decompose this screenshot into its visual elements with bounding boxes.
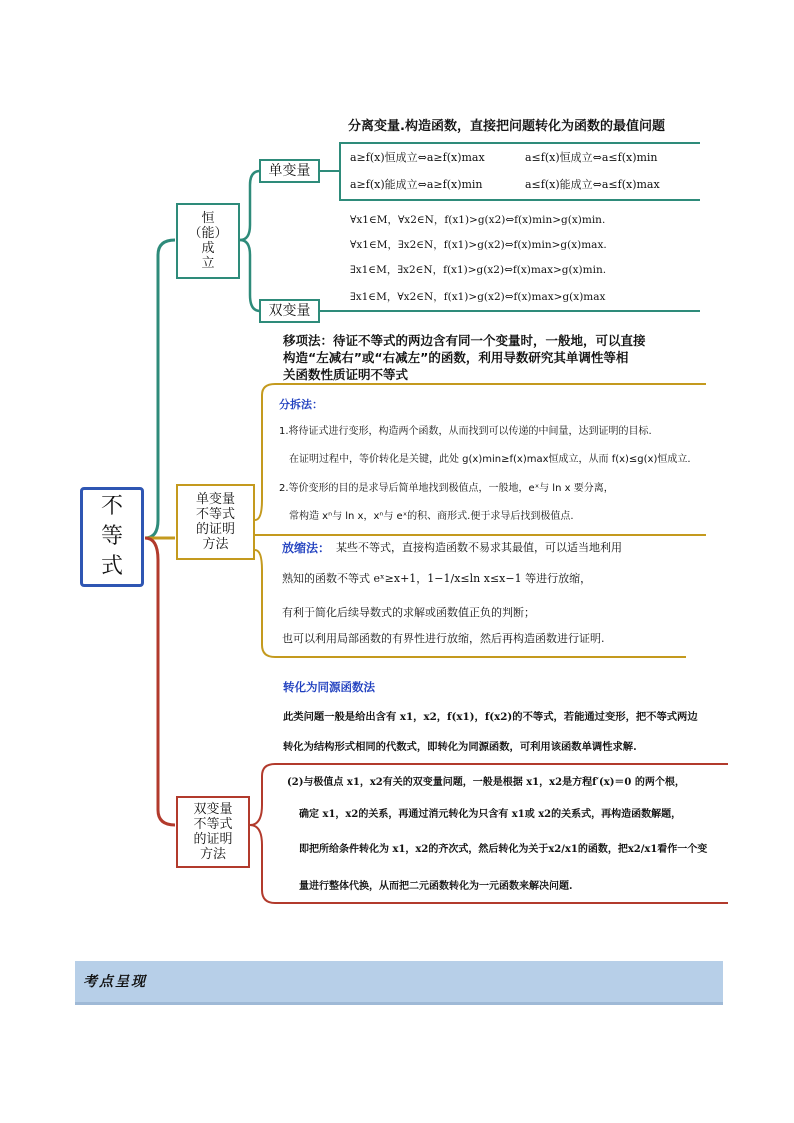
branch-double-variable-proof: 双变量 不等式 的证明 方法 xyxy=(176,796,250,868)
branch-heng-cheng-li: 恒 （能） 成 立 xyxy=(176,203,240,279)
jizhi-line-1: (2)与极值点 x1，x2有关的双变量问题，一般是根据 x1，x2是方程f′(x)＝0 的两个根， xyxy=(287,777,685,788)
single-row-1a: a≥f(x)恒成立⇔a≥f(x)max xyxy=(350,151,485,164)
section-banner-title: 考点呈现 xyxy=(83,974,147,990)
yixiang-line-1: 移项法：待证不等式的两边含有同一个变量时，一般地，可以直接 xyxy=(283,333,646,348)
single-variable-heading: 分离变量.构造函数，直接把问题转化为函数的最值问题 xyxy=(348,119,665,134)
node-double-variable: 双变量 xyxy=(259,299,320,323)
fangsuo-line-1: 某些不等式，直接构造函数不易求其最值，可以适当地利用 xyxy=(336,541,622,554)
section-banner xyxy=(75,961,723,1005)
jizhi-line-3: 即把所给条件转化为 x1，x2的齐次式，然后转化为关于x2/x1的函数，把x2/x1看作一个变 xyxy=(299,844,708,855)
yixiang-line-2: 构造“左减右”或“右减左”的函数，利用导数研究其单调性等相 xyxy=(283,350,629,365)
double-row-1: ∀x1∈M，∀x2∈N，f(x1)>g(x2)⇔f(x)min>g(x)min. xyxy=(350,214,606,226)
fangsuo-line-3: 有利于简化后续导数式的求解或函数值正负的判断； xyxy=(282,606,535,619)
fenchai-line-3: 2.等价变形的目的是求导后简单地找到极值点，一般地，eˣ与 ln x 要分离， xyxy=(279,483,614,494)
fangsuo-line-2: 熟知的函数不等式 eˣ≥x+1，1−1/x≤ln x≤x−1 等进行放缩， xyxy=(282,572,592,585)
jizhi-line-4: 量进行整体代换，从而把二元函数转化为一元函数来解决问题. xyxy=(299,881,573,892)
root-node: 不 等 式 xyxy=(80,487,144,587)
yixiang-line-3: 关函数性质证明不等式 xyxy=(283,367,409,382)
single-row-1b: a≤f(x)恒成立⇔a≤f(x)min xyxy=(525,151,658,164)
node-single-variable: 单变量 xyxy=(259,159,320,183)
branch-single-variable-proof: 单变量 不等式 的证明 方法 xyxy=(176,484,255,560)
single-row-2a: a≥f(x)能成立⇔a≥f(x)min xyxy=(350,178,483,191)
fenchai-line-4: 常构造 xⁿ与 ln x，xⁿ与 eˣ的积、商形式.便于求导后找到极值点. xyxy=(289,511,574,522)
double-row-4: ∃x1∈M，∀x2∈N，f(x1)>g(x2)⇔f(x)max>g(x)max xyxy=(350,291,606,303)
fangsuo-line-4: 也可以利用局部函数的有界性进行放缩，然后再构造函数进行证明. xyxy=(282,632,605,645)
double-row-2: ∀x1∈M，∃x2∈N，f(x1)>g(x2)⇔f(x)min>g(x)max. xyxy=(350,239,607,251)
tongyuan-line-1: 此类问题一般是给出含有 x1，x2，f(x1)，f(x2)的不等式，若能通过变形，把不等式两边 xyxy=(283,711,698,723)
fenchai-title: 分拆法： xyxy=(279,398,323,411)
tongyuan-title: 转化为同源函数法 xyxy=(283,680,375,694)
fenchai-line-1: 1.将待证式进行变形，构造两个函数，从而找到可以传递的中间量，达到证明的目标. xyxy=(279,426,652,437)
tongyuan-line-2: 转化为结构形式相同的代数式，即转化为同源函数，可利用该函数单调性求解. xyxy=(283,741,637,753)
single-row-2b: a≤f(x)能成立⇔a≤f(x)max xyxy=(525,178,660,191)
jizhi-line-2: 确定 x1，x2的关系，再通过消元转化为只含有 x1或 x2的关系式，再构造函数解题， xyxy=(299,809,682,820)
double-row-3: ∃x1∈M，∃x2∈N，f(x1)>g(x2)⇔f(x)max>g(x)min. xyxy=(350,264,607,276)
fangsuo-title: 放缩法： xyxy=(282,541,331,555)
fenchai-line-2: 在证明过程中，等价转化是关键，此处 g(x)min≥f(x)max恒成立，从而 f(x)≤g(x)恒成立. xyxy=(289,454,691,465)
